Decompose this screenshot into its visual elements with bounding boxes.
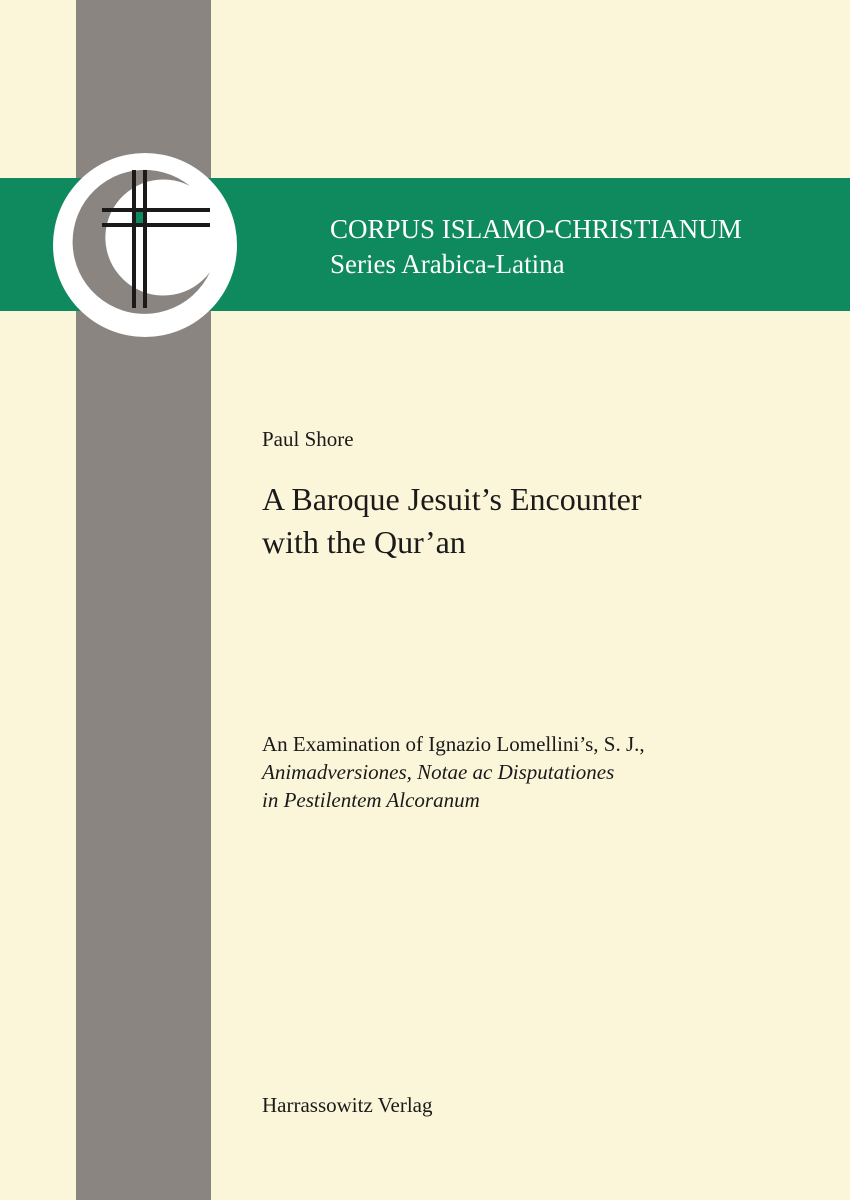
book-title [262, 478, 822, 564]
author-name: Paul Shore [262, 427, 354, 451]
book-title-line: with the Qur’an [262, 524, 466, 560]
book-subtitle [262, 730, 822, 814]
series-title: CORPUS ISLAMO-CHRISTIANUM [330, 214, 742, 244]
subtitle-line: Animadversiones, Notae ac Disputationes [262, 760, 615, 784]
subtitle-line: An Examination of Ignazio Lomellini’s, S. J., [262, 732, 645, 756]
book-title-line: A Baroque Jesuit’s Encounter [262, 481, 642, 517]
publisher-name: Harrassowitz Verlag [262, 1093, 433, 1117]
crescent-cross-icon [50, 150, 240, 340]
series-subtitle: Series Arabica-Latina [330, 249, 565, 279]
subtitle-line: in Pestilentem Alcoranum [262, 788, 480, 812]
